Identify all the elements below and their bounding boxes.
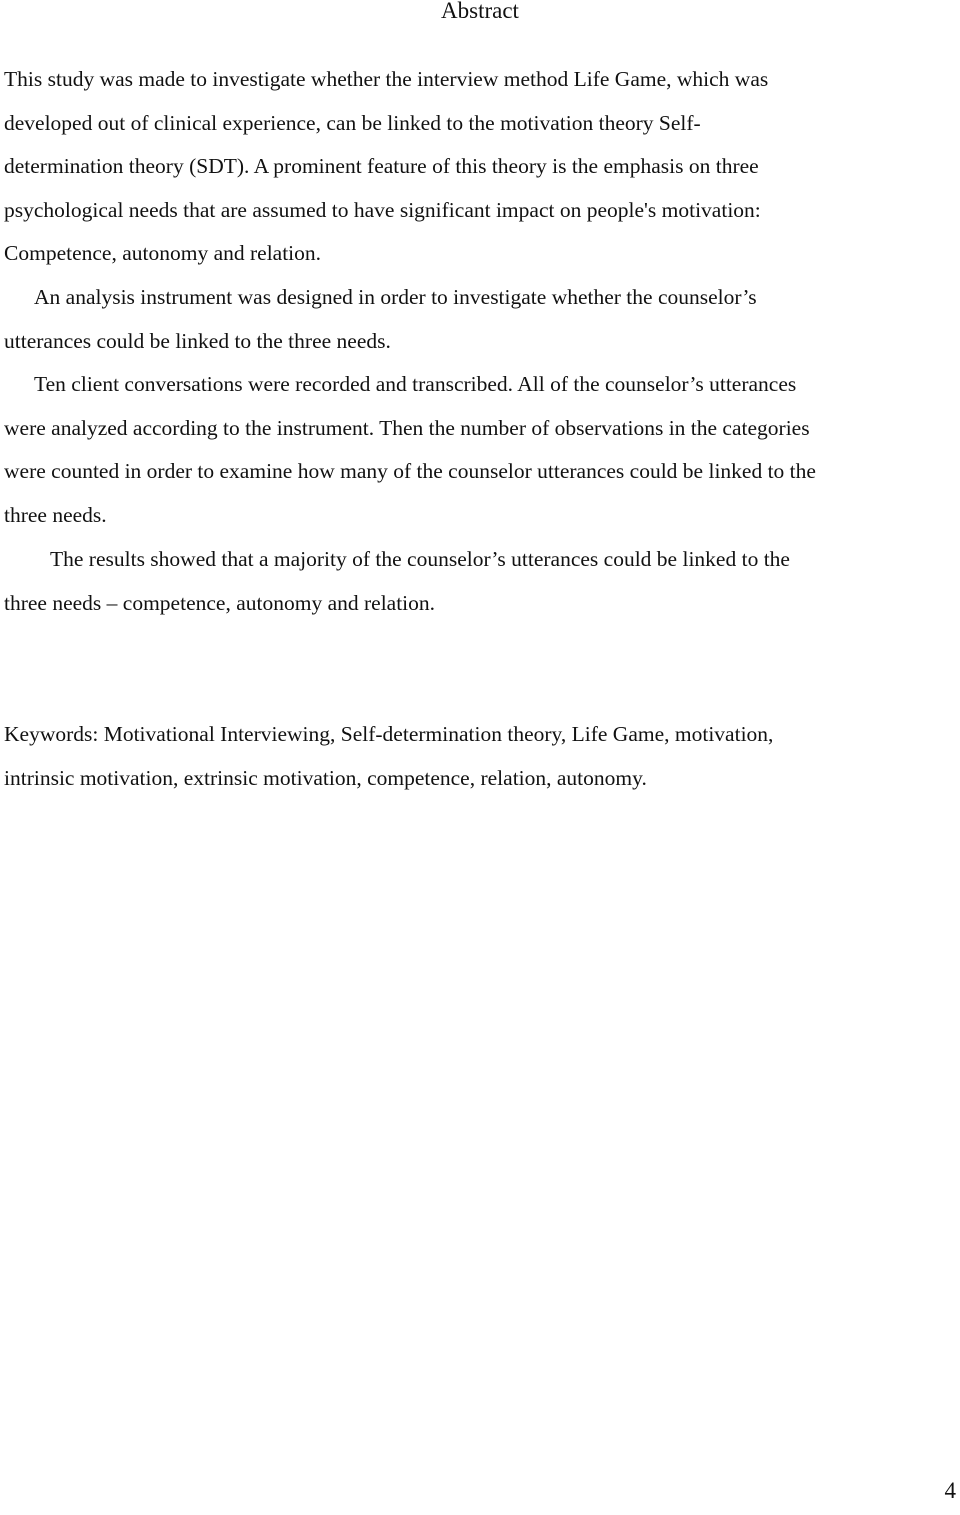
text-line: utterances could be linked to the three needs. [4, 328, 391, 353]
text-line: An analysis instrument was designed in order to investigate whether the counselor’s [34, 285, 757, 309]
text-line: psychological needs that are assumed to have significant impact on people's motivation: [4, 197, 761, 222]
text-line: three needs. [4, 502, 107, 527]
text-line: intrinsic motivation, extrinsic motivation, competence, relation, autonomy. [4, 765, 647, 790]
page-number: 4 [944, 1478, 956, 1503]
text-line: developed out of clinical experience, can be linked to the motivation theory Self- [4, 110, 701, 135]
text-line: The results showed that a majority of the counselor’s utterances could be linked to the [50, 547, 790, 571]
text-line: were counted in order to examine how many of the counselor utterances could be linked to the [4, 459, 816, 484]
abstract-paragraph-2 [4, 276, 956, 363]
text-line: Ten client conversations were recorded and transcribed. All of the counselor’s utterances [34, 372, 797, 396]
page-title: Abstract [441, 0, 519, 23]
text-line: Keywords: Motivational Interviewing, Self-determination theory, Life Game, motivation, [4, 722, 774, 746]
abstract-paragraph-4 [4, 538, 956, 625]
text-line: were analyzed according to the instrument. Then the number of observations in the categories [4, 415, 810, 440]
text-line: This study was made to investigate whether the interview method Life Game, which was [4, 67, 769, 91]
text-line: determination theory (SDT). A prominent feature of this theory is the emphasis on three [4, 154, 759, 179]
text-line: three needs – competence, autonomy and relation. [4, 590, 436, 615]
abstract-paragraph-3 [4, 363, 956, 537]
text-line: Competence, autonomy and relation. [4, 241, 322, 266]
keywords-paragraph [4, 713, 956, 800]
abstract-paragraph-1 [4, 58, 956, 276]
